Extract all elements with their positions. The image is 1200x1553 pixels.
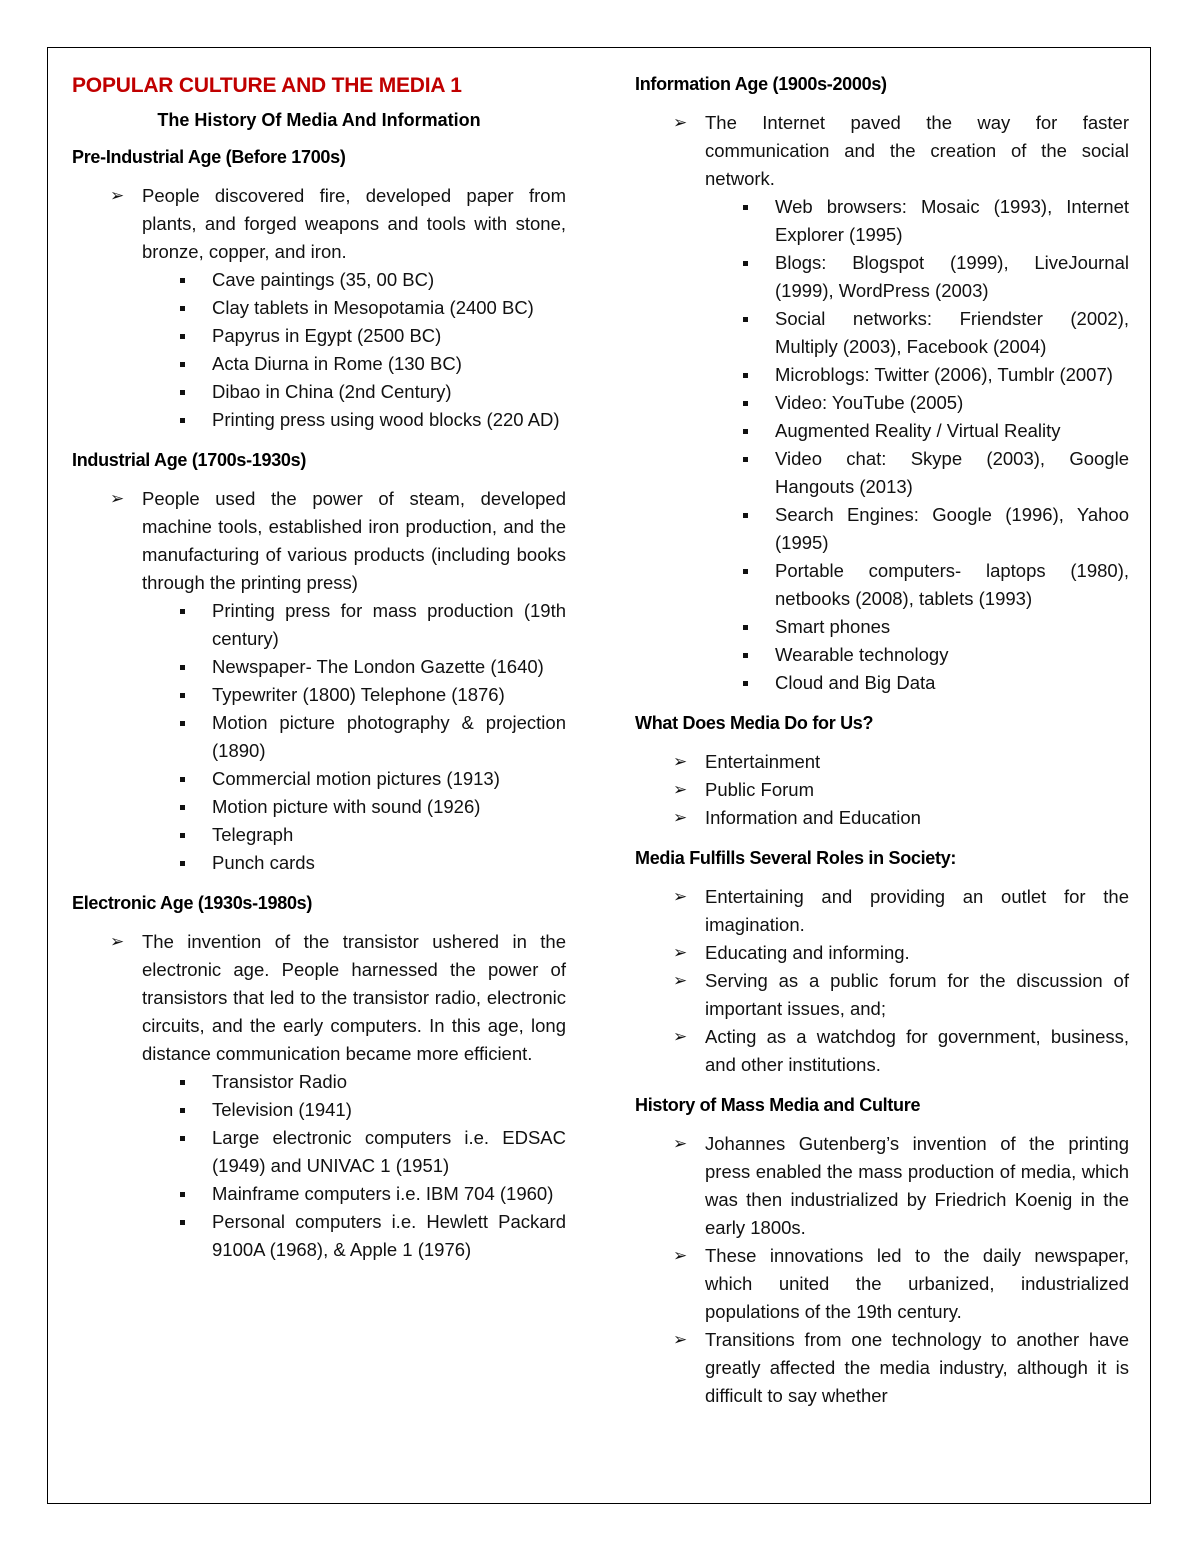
list-item: Web browsers: Mosaic (1993), Internet Explorer (1995) — [705, 193, 1129, 249]
right-column — [635, 72, 1129, 1424]
list-item: Cloud and Big Data — [705, 669, 1129, 697]
roles-section — [635, 846, 1129, 1079]
list-item: Mainframe computers i.e. IBM 704 (1960) — [142, 1180, 566, 1208]
arrow-paragraph — [635, 804, 1129, 832]
list-item: Video chat: Skype (2003), Google Hangouts (2013) — [705, 445, 1129, 501]
arrow-paragraph — [72, 182, 566, 266]
list-item: Personal computers i.e. Hewlett Packard 9100A (1968), & Apple 1 (1976) — [142, 1208, 566, 1264]
paragraph-text: Serving as a public forum for the discussion of important issues, and; — [705, 970, 1129, 1019]
section-heading: Media Fulfills Several Roles in Society: — [635, 848, 957, 868]
section-heading: Electronic Age (1930s-1980s) — [72, 893, 313, 913]
arrow-bullet-icon: ➢ — [673, 1246, 688, 1265]
section-heading: Industrial Age (1700s-1930s) — [72, 450, 307, 470]
arrow-bullet-icon: ➢ — [110, 489, 125, 508]
arrow-bullet-icon: ➢ — [110, 932, 125, 951]
list-item: Video: YouTube (2005) — [705, 389, 1129, 417]
list-item: Microblogs: Twitter (2006), Tumblr (2007) — [705, 361, 1129, 389]
list-item: Printing press using wood blocks (220 AD) — [142, 406, 566, 434]
pre-industrial-section — [72, 145, 566, 434]
paragraph-text: Johannes Gutenberg’s invention of the printing press enabled the mass production of media, which was then industrialized by Friedrich Koenig in the early 1800s. — [705, 1133, 1129, 1238]
list-item: Smart phones — [705, 613, 1129, 641]
arrow-bullet-icon: ➢ — [673, 1134, 688, 1153]
list-item: Motion picture with sound (1926) — [142, 793, 566, 821]
paragraph-text: These innovations led to the daily newspaper, which united the urbanized, industrialized populations of the 19th century. — [705, 1245, 1129, 1322]
arrow-bullet-icon: ➢ — [110, 186, 125, 205]
paragraph-text: The invention of the transistor ushered in the electronic age. People harnessed the power of transistors that led to the transistor radio, electronic circuits, and the early computers. In this age, long distance communication became more efficient. — [142, 931, 566, 1064]
arrow-paragraph — [635, 883, 1129, 939]
list-item: Blogs: Blogspot (1999), LiveJournal (1999), WordPress (2003) — [705, 249, 1129, 305]
list-item: Clay tablets in Mesopotamia (2400 BC) — [142, 294, 566, 322]
arrow-bullet-icon: ➢ — [673, 1027, 688, 1046]
list-item: Punch cards — [142, 849, 566, 877]
document-subtitle: The History Of Media And Information — [157, 110, 481, 130]
industrial-section — [72, 448, 566, 877]
list-item: Social networks: Friendster (2002), Multiply (2003), Facebook (2004) — [705, 305, 1129, 361]
list-item: Commercial motion pictures (1913) — [142, 765, 566, 793]
list-item: Transistor Radio — [142, 1068, 566, 1096]
media-do-section — [635, 711, 1129, 832]
arrow-paragraph — [635, 939, 1129, 967]
section-heading: History of Mass Media and Culture — [635, 1095, 921, 1115]
arrow-bullet-icon: ➢ — [673, 808, 688, 827]
list-item: Motion picture photography & projection (1890) — [142, 709, 566, 765]
list-item: Cave paintings (35, 00 BC) — [142, 266, 566, 294]
arrow-paragraph — [635, 748, 1129, 776]
paragraph-text: Information and Education — [705, 807, 921, 828]
paragraph-text: Entertainment — [705, 751, 821, 772]
history-section — [635, 1093, 1129, 1410]
list-item: Wearable technology — [705, 641, 1129, 669]
arrow-bullet-icon: ➢ — [673, 113, 688, 132]
arrow-paragraph — [72, 928, 566, 1068]
arrow-bullet-icon: ➢ — [673, 943, 688, 962]
list-item: Acta Diurna in Rome (130 BC) — [142, 350, 566, 378]
list-item: Newspaper- The London Gazette (1640) — [142, 653, 566, 681]
list-item: Telegraph — [142, 821, 566, 849]
arrow-paragraph — [635, 109, 1129, 193]
paragraph-text: The Internet paved the way for faster communication and the creation of the social network. — [705, 112, 1129, 189]
paragraph-text: Public Forum — [705, 779, 814, 800]
electronic-section — [72, 891, 566, 1264]
arrow-paragraph — [635, 1242, 1129, 1326]
arrow-paragraph — [635, 1023, 1129, 1079]
section-heading: Information Age (1900s-2000s) — [635, 74, 887, 94]
paragraph-text: Acting as a watchdog for government, business, and other institutions. — [705, 1026, 1129, 1075]
section-heading: Pre-Industrial Age (Before 1700s) — [72, 147, 346, 167]
left-column — [72, 72, 566, 1278]
arrow-paragraph — [635, 1326, 1129, 1410]
bullet-list — [72, 266, 566, 434]
list-item: Search Engines: Google (1996), Yahoo (1995) — [705, 501, 1129, 557]
arrow-paragraph — [635, 967, 1129, 1023]
arrow-bullet-icon: ➢ — [673, 887, 688, 906]
arrow-bullet-icon: ➢ — [673, 971, 688, 990]
arrow-paragraph — [635, 776, 1129, 804]
list-item: Portable computers- laptops (1980), netbooks (2008), tablets (1993) — [705, 557, 1129, 613]
arrow-paragraph — [72, 485, 566, 597]
arrow-bullet-icon: ➢ — [673, 1330, 688, 1349]
list-item: Dibao in China (2nd Century) — [142, 378, 566, 406]
arrow-bullet-icon: ➢ — [673, 780, 688, 799]
arrow-bullet-icon: ➢ — [673, 752, 688, 771]
section-heading: What Does Media Do for Us? — [635, 713, 874, 733]
list-item: Augmented Reality / Virtual Reality — [705, 417, 1129, 445]
paragraph-text: People used the power of steam, developed machine tools, established iron production, and the manufacturing of various products (including books through the printing press) — [142, 488, 566, 593]
bullet-list — [72, 1068, 566, 1264]
arrow-paragraph — [635, 1130, 1129, 1242]
list-item: Printing press for mass production (19th century) — [142, 597, 566, 653]
information-section — [635, 72, 1129, 697]
paragraph-text: Educating and informing. — [705, 942, 910, 963]
paragraph-text: People discovered fire, developed paper from plants, and forged weapons and tools with stone, bronze, copper, and iron. — [142, 185, 566, 262]
bullet-list — [635, 193, 1129, 697]
paragraph-text: Entertaining and providing an outlet for the imagination. — [705, 886, 1129, 935]
list-item: Typewriter (1800) Telephone (1876) — [142, 681, 566, 709]
bullet-list — [72, 597, 566, 877]
list-item: Television (1941) — [142, 1096, 566, 1124]
list-item: Large electronic computers i.e. EDSAC (1949) and UNIVAC 1 (1951) — [142, 1124, 566, 1180]
paragraph-text: Transitions from one technology to another have greatly affected the media industry, although it is difficult to say whether — [705, 1329, 1129, 1406]
list-item: Papyrus in Egypt (2500 BC) — [142, 322, 566, 350]
document-title: POPULAR CULTURE AND THE MEDIA 1 — [72, 74, 462, 97]
